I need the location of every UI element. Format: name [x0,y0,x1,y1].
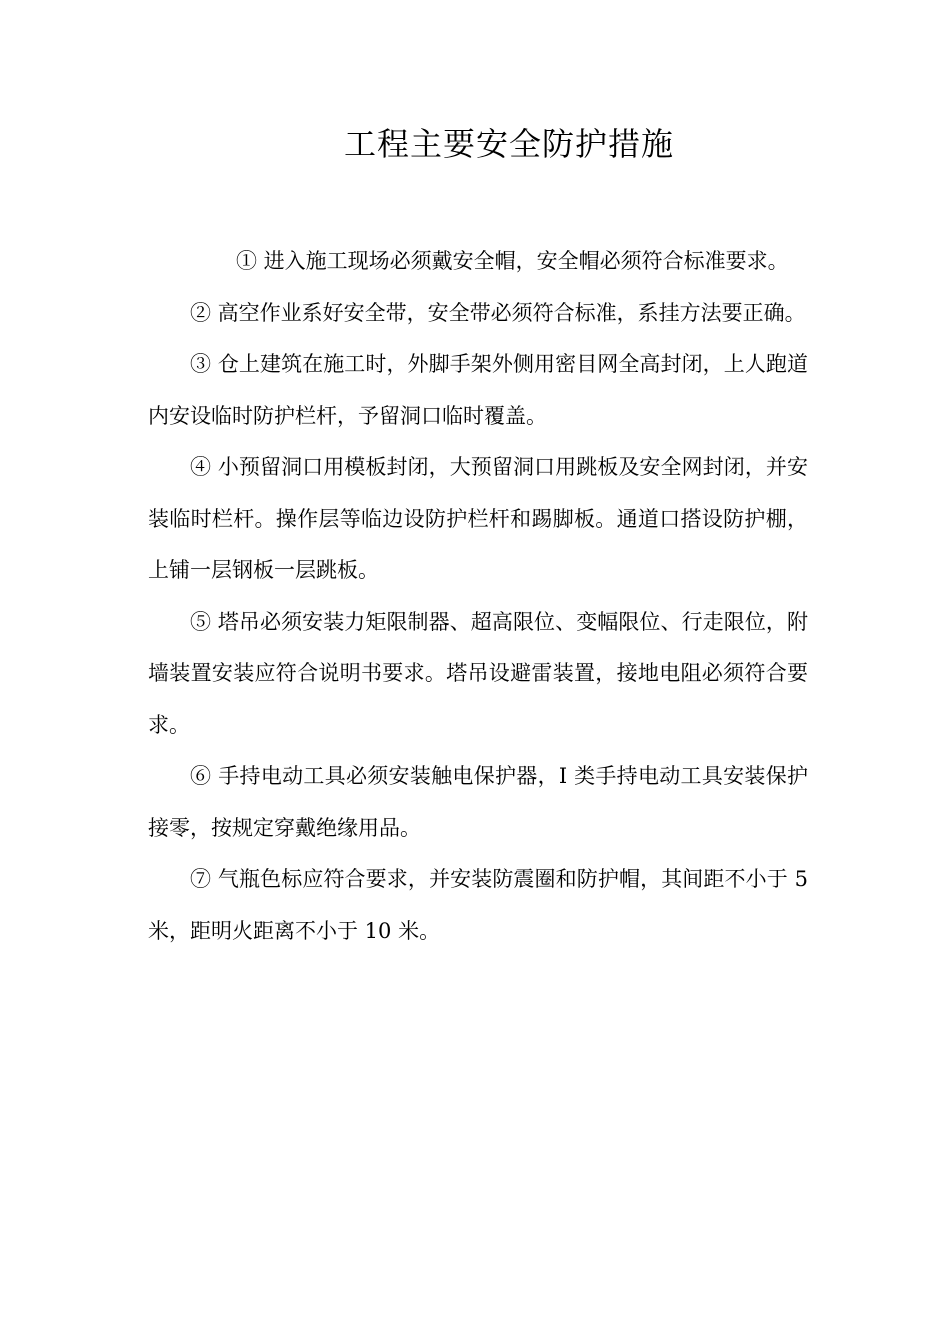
document-body [148,236,808,957]
paragraph-4: ④ 小预留洞口用模板封闭，大预留洞口用跳板及安全网封闭，并安装临时栏杆。操作层等临边设防护栏杆和踢脚板。通道口搭设防护棚，上铺一层钢板一层跳板。 [148,455,808,582]
paragraph-2: ② 高空作业系好安全带，安全带必须符合标准，系挂方法要正确。 [190,300,806,325]
paragraph-5: ⑤ 塔吊必须安装力矩限制器、超高限位、变幅限位、行走限位，附墙装置安装应符合说明书要求。塔吊设避雷装置，接地电阻必须符合要求。 [148,609,808,737]
paragraph-3: ③ 仓上建筑在施工时，外脚手架外侧用密目网全高封闭，上人跑道内安设临时防护栏杆，予留洞口临时覆盖。 [148,352,808,428]
paragraph-6: ⑥ 手持电动工具必须安装触电保护器，I 类手持电动工具安装保护接零，按规定穿戴绝缘用品。 [148,764,808,840]
paragraph-1: ① 进入施工现场必须戴安全帽，安全帽必须符合标准要求。 [236,249,789,273]
paragraph-7: ⑦ 气瓶色标应符合要求，并安装防震圈和防护帽，其间距不小于 5 米，距明火距离不小于 10 米。 [148,867,808,943]
document-title: 工程主要安全防护措施 [343,125,674,163]
